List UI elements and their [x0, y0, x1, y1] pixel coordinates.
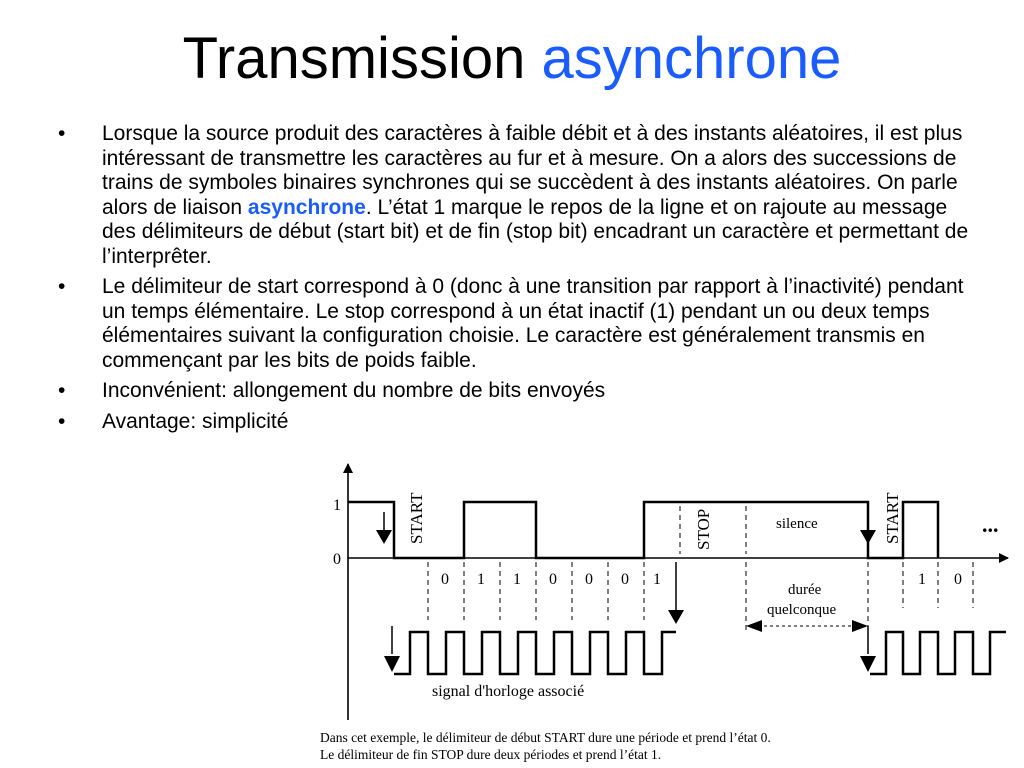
stop-arrowhead [668, 610, 684, 624]
bullet-text: Inconvénient: allongement du nombre de bits envoyés [102, 379, 606, 402]
clock-label: signal d'horloge associé [432, 683, 585, 700]
caption-line-1: Dans cet exemple, le délimiteur de début START dure une période et prend l’état 0. [320, 730, 771, 745]
title-accent: asynchrone [541, 26, 842, 91]
bullet-item [58, 122, 978, 269]
bullet-item [58, 275, 978, 373]
bullet-item [58, 379, 978, 404]
bit-value: 1 [477, 571, 485, 588]
caption-line-2: Le délimiteur de fin STOP dure deux périodes et prend l’état 1. [320, 747, 662, 762]
start-label-2: START [883, 492, 902, 544]
start-label: START [407, 492, 426, 544]
start-arrowhead-2 [860, 530, 876, 544]
bullet-text: Lorsque la source produit des caractères à faible débit et à des instants aléatoires, il est plus intéressant de transmettre les caractères au fur et à mesure. On a alors des successions de trains de symboles binaires synchrones qui se succèdent à des instants aléatoires. On parle alors de liaison [102, 122, 963, 219]
ellipsis: ... [982, 512, 999, 537]
keyword-asynchrone: asynchrone [247, 195, 366, 219]
title-main: Transmission [182, 26, 526, 91]
bit-value: 0 [549, 571, 557, 588]
silence-label: silence [776, 516, 818, 532]
bit-value: 0 [621, 571, 629, 588]
clock-signal-2 [870, 632, 1006, 674]
clock-signal [394, 632, 676, 674]
axis-label-high: 1 [333, 497, 341, 514]
bit-value: 1 [513, 571, 521, 588]
bullet-text: Avantage: simplicité [102, 409, 289, 433]
bullet-icon: • [58, 379, 66, 402]
bullet-item [58, 410, 978, 435]
start-arrowhead [376, 530, 392, 544]
bullet-icon: • [58, 275, 66, 298]
timing-diagram [318, 458, 1018, 764]
bit-value: 0 [954, 571, 962, 588]
clock-start-arrowhead-2 [860, 656, 876, 672]
stop-label: STOP [694, 508, 713, 550]
bullet-text: . L’état 1 marque le repos de la ligne et on rajoute au message des délimiteurs de début (start bit) et de fin (stop bit) encadrant un caractère et permettant de l’interprêter. [102, 195, 969, 268]
bit-value: 1 [653, 571, 661, 588]
duration-arrowhead-right [852, 620, 868, 632]
duration-label-line2: quelconque [767, 602, 837, 618]
duration-label-line1: durée [788, 582, 822, 598]
bit-value: 1 [918, 571, 926, 588]
bit-value: 0 [441, 571, 449, 588]
data-signal [348, 502, 938, 558]
bit-value: 0 [585, 571, 593, 588]
bullet-list [58, 122, 978, 440]
axis-label-low: 0 [333, 551, 341, 568]
bullet-icon: • [58, 122, 66, 145]
bullet-icon: • [58, 409, 66, 433]
bullet-text: Le délimiteur de start correspond à 0 (donc à une transition par rapport à l’inactivité) pendant un temps élémentaire. Le stop correspond à un état inactif (1) pendant un ou deux temps élémentaires suivant la configuration choisie. Le caractère est généralement transmis en commençant par les bits de poids faible. [102, 275, 964, 372]
clock-start-arrowhead [384, 656, 400, 672]
duration-arrowhead-left [746, 620, 762, 632]
slide-title [0, 24, 1024, 94]
